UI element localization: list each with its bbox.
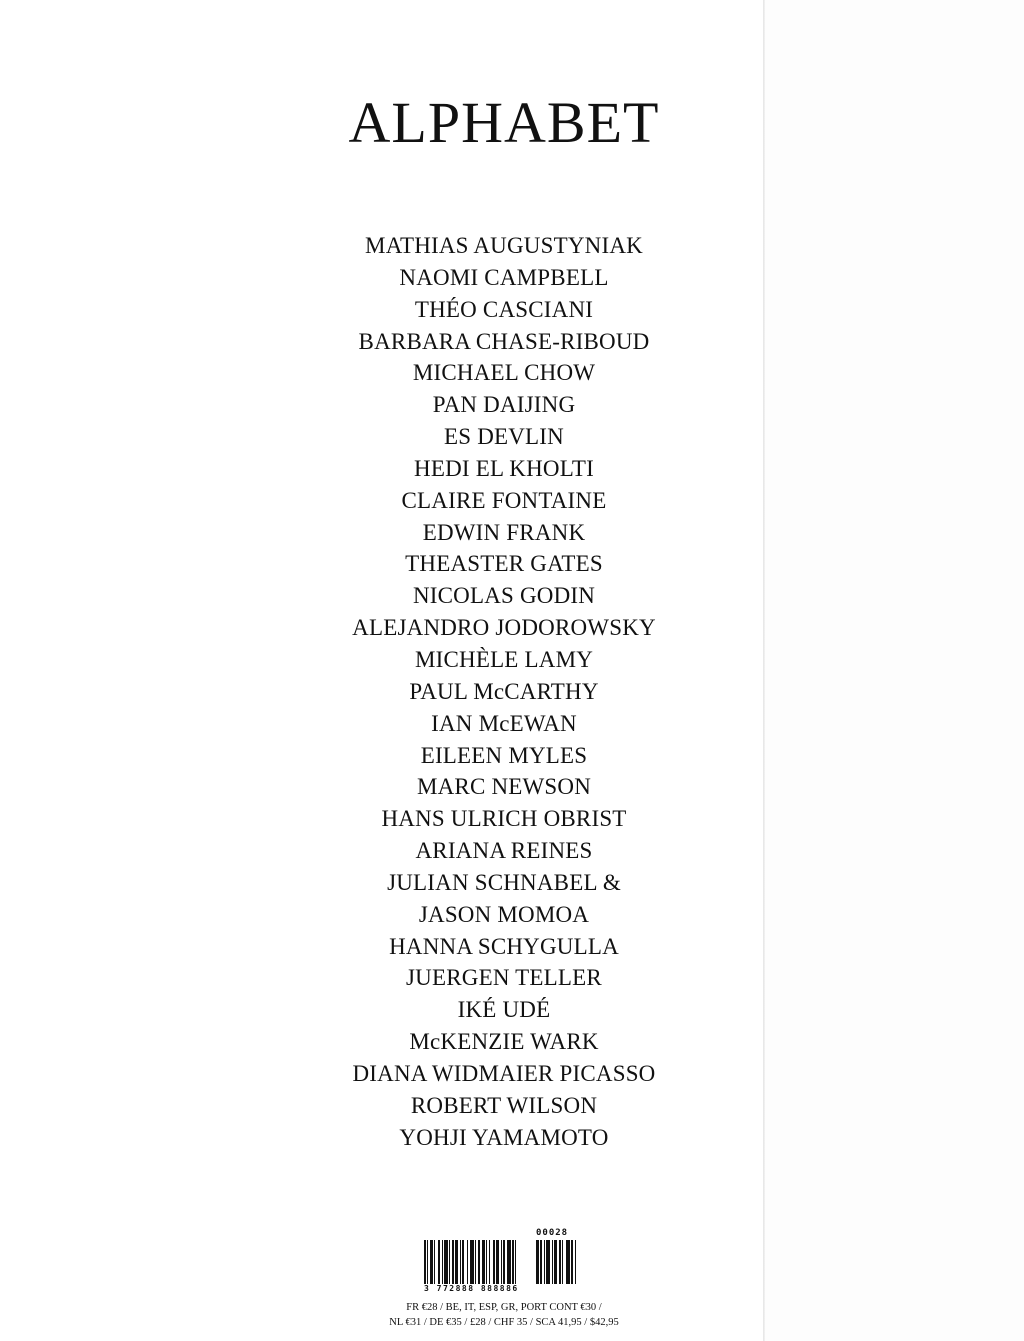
contributor-list: [0, 230, 1008, 1153]
barcode-addon-digits: 00028: [536, 1228, 569, 1238]
barcode-bar: [516, 1240, 518, 1284]
contributor-name: DIANA WIDMAIER PICASSO: [352, 1060, 656, 1086]
contributor-name: HANS ULRICH OBRIST: [381, 806, 627, 832]
contributor-name: THÉO CASCIANI: [414, 296, 594, 322]
contributor-name: IKÉ UDÉ: [457, 997, 551, 1023]
contributor-name: MARC NEWSON: [416, 774, 592, 800]
barcode-main-bars: [424, 1240, 528, 1284]
contributor-name: EILEEN MYLES: [420, 742, 588, 768]
contributor-name: HANNA SCHYGULLA: [389, 933, 619, 959]
contributor-name: ES DEVLIN: [444, 424, 564, 450]
barcode-digits: 3 772888 888886: [424, 1284, 519, 1293]
contributor-name: JULIAN SCHNABEL &: [387, 869, 621, 895]
contributor-name: EDWIN FRANK: [422, 519, 586, 545]
contributor-name: McKENZIE WARK: [409, 1029, 599, 1055]
barcode-addon-bars: [536, 1240, 584, 1284]
contributor-name: NICOLAS GODIN: [412, 583, 596, 609]
price-line-1: FR €28 / BE, IT, ESP, GR, PORT CONT €30 /: [406, 1302, 602, 1313]
barcode-bar: [575, 1240, 576, 1284]
contributor-name: PAUL McCARTHY: [409, 678, 599, 704]
contributor-name: JASON MOMOA: [418, 901, 590, 927]
contributor-name: JUERGEN TELLER: [406, 965, 602, 991]
contributor-name: IAN McEWAN: [431, 710, 577, 736]
price-list: [0, 1300, 1008, 1330]
contributor-name: YOHJI YAMAMOTO: [399, 1124, 609, 1150]
contributor-name: ROBERT WILSON: [410, 1092, 598, 1118]
contributor-name: CLAIRE FONTAINE: [401, 487, 607, 513]
contributor-name: HEDI EL KHOLTI: [414, 455, 594, 481]
contributor-name: ALEJANDRO JODOROWSKY: [352, 615, 656, 641]
price-line-2: NL €31 / DE €35 / £28 / CHF 35 / SCA 41,95 / $42,95: [389, 1317, 619, 1328]
contributor-name: ARIANA REINES: [415, 838, 593, 864]
contributor-name: THEASTER GATES: [405, 551, 603, 577]
contributor-name: NAOMI CAMPBELL: [399, 264, 609, 290]
contributor-name: MATHIAS AUGUSTYNIAK: [365, 233, 643, 258]
barcode: [424, 1226, 594, 1294]
contributor-name: BARBARA CHASE-RIBOUD: [358, 328, 650, 354]
contributor-name: PAN DAIJING: [432, 392, 576, 418]
contributor-name: MICHÈLE LAMY: [414, 646, 594, 672]
cover-title: ALPHABET: [348, 90, 660, 155]
contributor-name: MICHAEL CHOW: [412, 360, 596, 386]
